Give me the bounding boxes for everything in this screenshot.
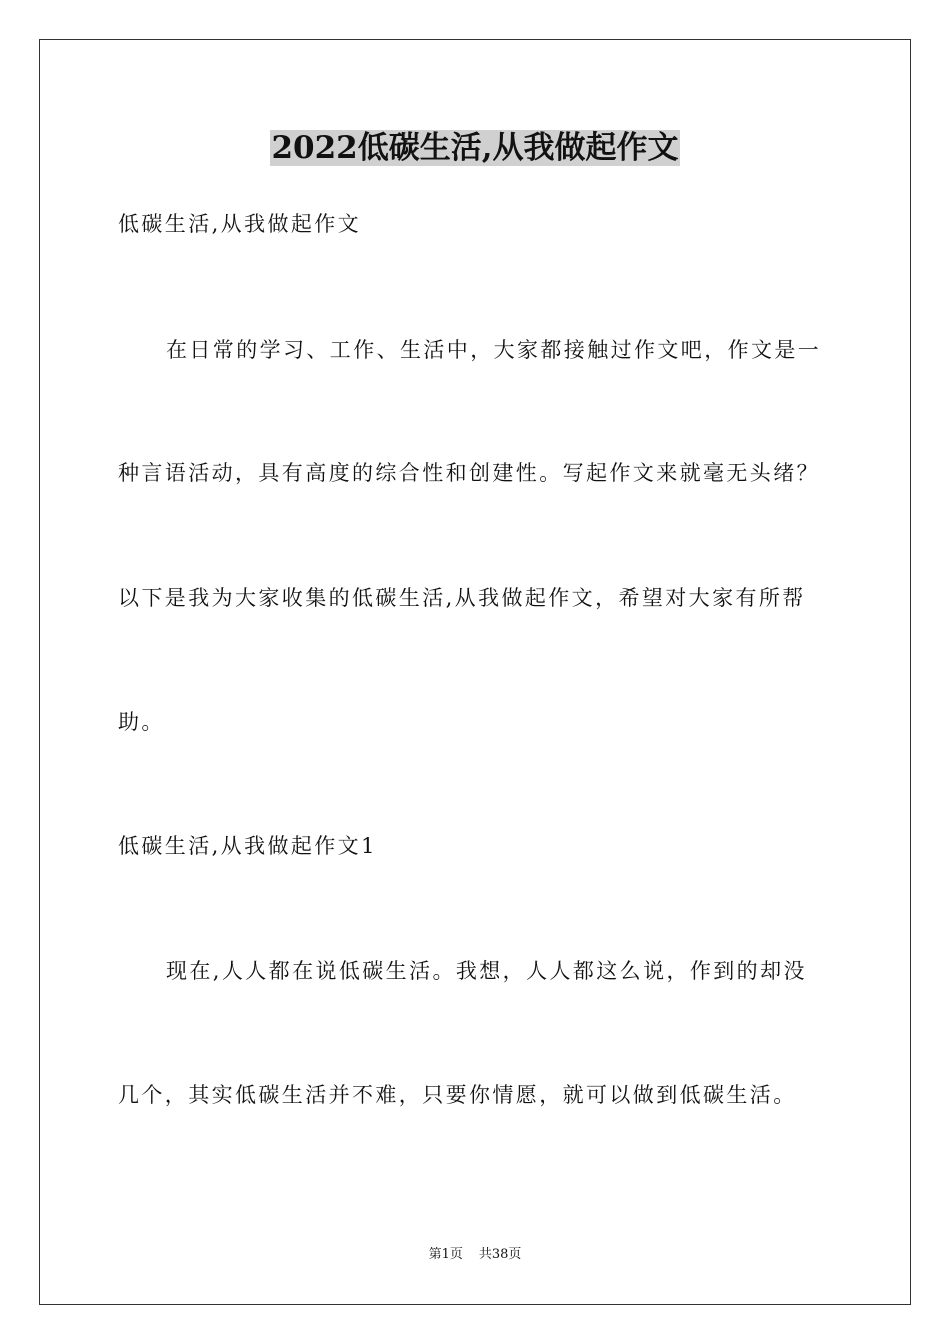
document-title-text: 2022低碳生活,从我做起作文 [271, 130, 679, 166]
subtitle-line: 低碳生活,从我做起作文 [118, 212, 362, 236]
paragraph-line: 在日常的学习、工作、生活中，大家都接触过作文吧，作文是一 [166, 338, 822, 362]
paragraph-line: 种言语活动，具有高度的综合性和创建性。写起作文来就毫无头绪？ [118, 461, 820, 485]
section-heading: 低碳生活,从我做起作文1 [118, 834, 377, 858]
paragraph-line: 助。 [118, 710, 165, 734]
paragraph-line: 几个，其实低碳生活并不难，只要你情愿，就可以做到低碳生活。 [118, 1083, 797, 1107]
paragraph-line: 现在,人人都在说低碳生活。我想，人人都这么说，作到的却没 [166, 959, 807, 983]
document-title [0, 128, 950, 168]
paragraph-line: 以下是我为大家收集的低碳生活,从我做起作文，希望对大家有所帮 [118, 586, 806, 610]
page-total: 共38页 [478, 1247, 522, 1262]
page-footer [0, 1246, 950, 1264]
page-number: 第1页 [428, 1247, 463, 1262]
